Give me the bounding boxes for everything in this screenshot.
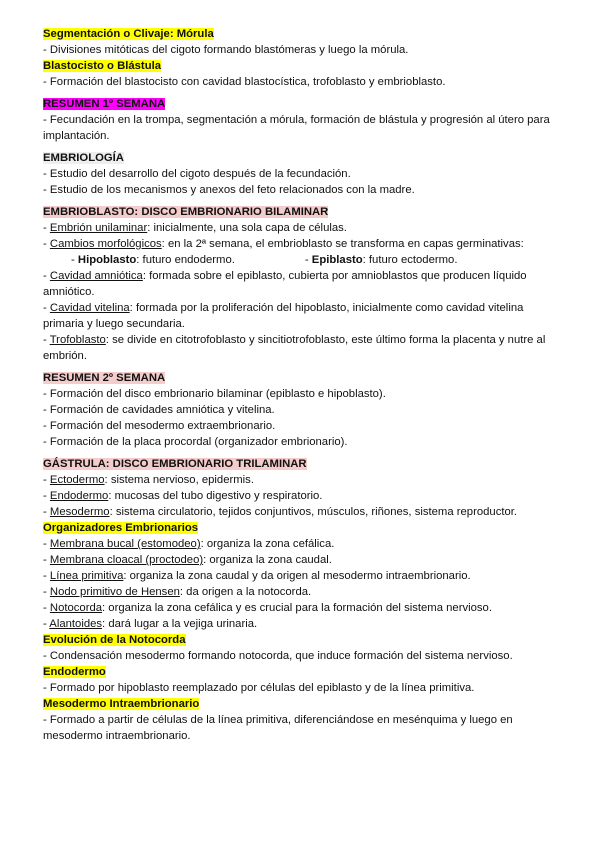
term: Cavidad vitelina bbox=[49, 302, 130, 314]
definition: : da origen a la notocorda. bbox=[179, 586, 312, 598]
text-line: - Estudio de los mecanismos y anexos del feto relacionados con la madre. bbox=[43, 184, 415, 196]
heading-segmentacion: Segmentación o Clivaje: Mórula bbox=[43, 28, 214, 40]
text-line: - Formado a partir de células de la línea primitiva, diferenciándose en mesénquima y luego en mesodermo intraembrionario. bbox=[43, 714, 513, 742]
section-resumen-1 bbox=[43, 96, 563, 144]
term: Membrana bucal (estomodeo) bbox=[49, 538, 201, 550]
text-line: - Estudio del desarrollo del cigoto después de la fecundación. bbox=[43, 168, 351, 180]
section-resumen-2 bbox=[43, 370, 563, 450]
definition: : formada sobre el epiblasto, cubierta por amnioblastos que producen líquido amniótico. bbox=[43, 270, 527, 298]
section-gastrula bbox=[43, 456, 563, 520]
text-line: - Divisiones mitóticas del cigoto formando blastómeras y luego la mórula. bbox=[43, 44, 409, 56]
list-item: - Hipoblasto: futuro endodermo. - Epiblasto: futuro ectodermo. bbox=[71, 254, 458, 266]
term: Nodo primitivo de Hensen bbox=[49, 586, 180, 598]
term: Cavidad amniótica bbox=[49, 270, 143, 282]
term: Ectodermo bbox=[49, 474, 105, 486]
term: Línea primitiva bbox=[49, 570, 124, 582]
list-item: - Línea primitiva: organiza la zona caudal y da origen al mesodermo intraembrionario. bbox=[43, 570, 471, 582]
list-item: - Membrana cloacal (proctodeo): organiza la zona caudal. bbox=[43, 554, 332, 566]
definition: : se divide en citotrofoblasto y sincitiotrofoblasto, este último forma la placenta y nutre al embrión. bbox=[43, 334, 546, 362]
section-organizadores bbox=[43, 520, 563, 632]
term: Hipoblasto bbox=[77, 254, 137, 266]
text-line: - Formado por hipoblasto reemplazado por células del epiblasto y de la línea primitiva. bbox=[43, 682, 475, 694]
heading-organizadores: Organizadores Embrionarios bbox=[43, 522, 199, 534]
definition: : organiza la zona caudal. bbox=[203, 554, 332, 566]
document-page bbox=[43, 26, 563, 744]
section-notocorda bbox=[43, 632, 563, 664]
list-item: - Ectodermo: sistema nervioso, epidermis. bbox=[43, 474, 254, 486]
text-line: - Formación de cavidades amniótica y vitelina. bbox=[43, 404, 275, 416]
list-item: - Cambios morfológicos: en la 2ª semana, el embrioblasto se transforma en capas germinativas: bbox=[43, 238, 524, 250]
heading-embrioblasto: EMBRIOBLASTO: DISCO EMBRIONARIO BILAMINAR bbox=[43, 206, 329, 218]
text-line: - Formación del disco embrionario bilaminar (epiblasto e hipoblasto). bbox=[43, 388, 386, 400]
definition: : futuro ectodermo. bbox=[362, 254, 458, 266]
definition: : sistema nervioso, epidermis. bbox=[104, 474, 254, 486]
definition: : en la 2ª semana, el embrioblasto se transforma en capas germinativas: bbox=[161, 238, 524, 250]
term: Epiblasto bbox=[311, 254, 363, 266]
text-line: - Formación de la placa procordal (organizador embrionario). bbox=[43, 436, 348, 448]
definition: : sistema circulatorio, tejidos conjuntivos, músculos, riñones, sistema reproductor. bbox=[109, 506, 518, 518]
heading-gastrula: GÁSTRULA: DISCO EMBRIONARIO TRILAMINAR bbox=[43, 458, 307, 470]
section-mesodermo bbox=[43, 696, 563, 744]
term: Endodermo bbox=[49, 490, 109, 502]
list-item: - Cavidad amniótica: formada sobre el epiblasto, cubierta por amnioblastos que producen líquido amniótico. bbox=[43, 270, 527, 298]
definition: : organiza la zona cefálica y es crucial para la formación del sistema nervioso. bbox=[102, 602, 492, 614]
list-item: - Mesodermo: sistema circulatorio, tejidos conjuntivos, músculos, riñones, sistema reproductor. bbox=[43, 506, 518, 518]
heading-resumen-1: RESUMEN 1º SEMANA bbox=[43, 98, 166, 110]
heading-embriologia: EMBRIOLOGÍA bbox=[43, 152, 124, 164]
definition: : formada por la proliferación del hipoblasto, inicialmente como cavidad vitelina primaria y luego secundaria. bbox=[43, 302, 524, 330]
heading-endodermo: Endodermo bbox=[43, 666, 106, 678]
term: Mesodermo bbox=[49, 506, 110, 518]
definition: : dará lugar a la vejiga urinaria. bbox=[102, 618, 258, 630]
list-item: - Nodo primitivo de Hensen: da origen a la notocorda. bbox=[43, 586, 312, 598]
heading-blastocisto: Blastocisto o Blástula bbox=[43, 60, 162, 72]
term: Notocorda bbox=[49, 602, 103, 614]
section-embrioblasto bbox=[43, 204, 563, 364]
section-endodermo bbox=[43, 664, 563, 696]
definition: : futuro endodermo. bbox=[136, 254, 235, 266]
list-item: - Notocorda: organiza la zona cefálica y es crucial para la formación del sistema nervioso. bbox=[43, 602, 492, 614]
list-item: - Alantoides: dará lugar a la vejiga urinaria. bbox=[43, 618, 258, 630]
definition: : organiza la zona cefálica. bbox=[200, 538, 335, 550]
text-line: - Fecundación en la trompa, segmentación a mórula, formación de blástula y progresión al útero para implantación. bbox=[43, 114, 550, 142]
definition: : organiza la zona caudal y da origen al mesodermo intraembrionario. bbox=[123, 570, 471, 582]
section-embriologia bbox=[43, 150, 563, 198]
term: Membrana cloacal (proctodeo) bbox=[49, 554, 204, 566]
list-item: - Trofoblasto: se divide en citotrofoblasto y sincitiotrofoblasto, este último forma la placenta y nutre al embrión. bbox=[43, 334, 546, 362]
list-item: - Membrana bucal (estomodeo): organiza la zona cefálica. bbox=[43, 538, 335, 550]
term: Embrión unilaminar bbox=[49, 222, 148, 234]
definition: : mucosas del tubo digestivo y respiratorio. bbox=[108, 490, 323, 502]
term: Alantoides bbox=[49, 618, 103, 630]
text-line: - Condensación mesodermo formando notocorda, que induce formación del sistema nervioso. bbox=[43, 650, 513, 662]
text-line: - Formación del mesodermo extraembrionario. bbox=[43, 420, 276, 432]
list-item: - Embrión unilaminar: inicialmente, una sola capa de células. bbox=[43, 222, 347, 234]
text-line: - Formación del blastocisto con cavidad blastocística, trofoblasto y embrioblasto. bbox=[43, 76, 446, 88]
list-item: - Cavidad vitelina: formada por la proliferación del hipoblasto, inicialmente como cavidad vitelina primaria y luego secundaria. bbox=[43, 302, 524, 330]
list-item: - Endodermo: mucosas del tubo digestivo y respiratorio. bbox=[43, 490, 323, 502]
definition: : inicialmente, una sola capa de células. bbox=[147, 222, 347, 234]
section-blastocisto bbox=[43, 58, 563, 90]
term: Cambios morfológicos bbox=[49, 238, 162, 250]
heading-mesodermo: Mesodermo Intraembrionario bbox=[43, 698, 200, 710]
heading-resumen-2: RESUMEN 2º SEMANA bbox=[43, 372, 166, 384]
heading-notocorda: Evolución de la Notocorda bbox=[43, 634, 186, 646]
term: Trofoblasto bbox=[49, 334, 106, 346]
section-segmentacion bbox=[43, 26, 563, 58]
